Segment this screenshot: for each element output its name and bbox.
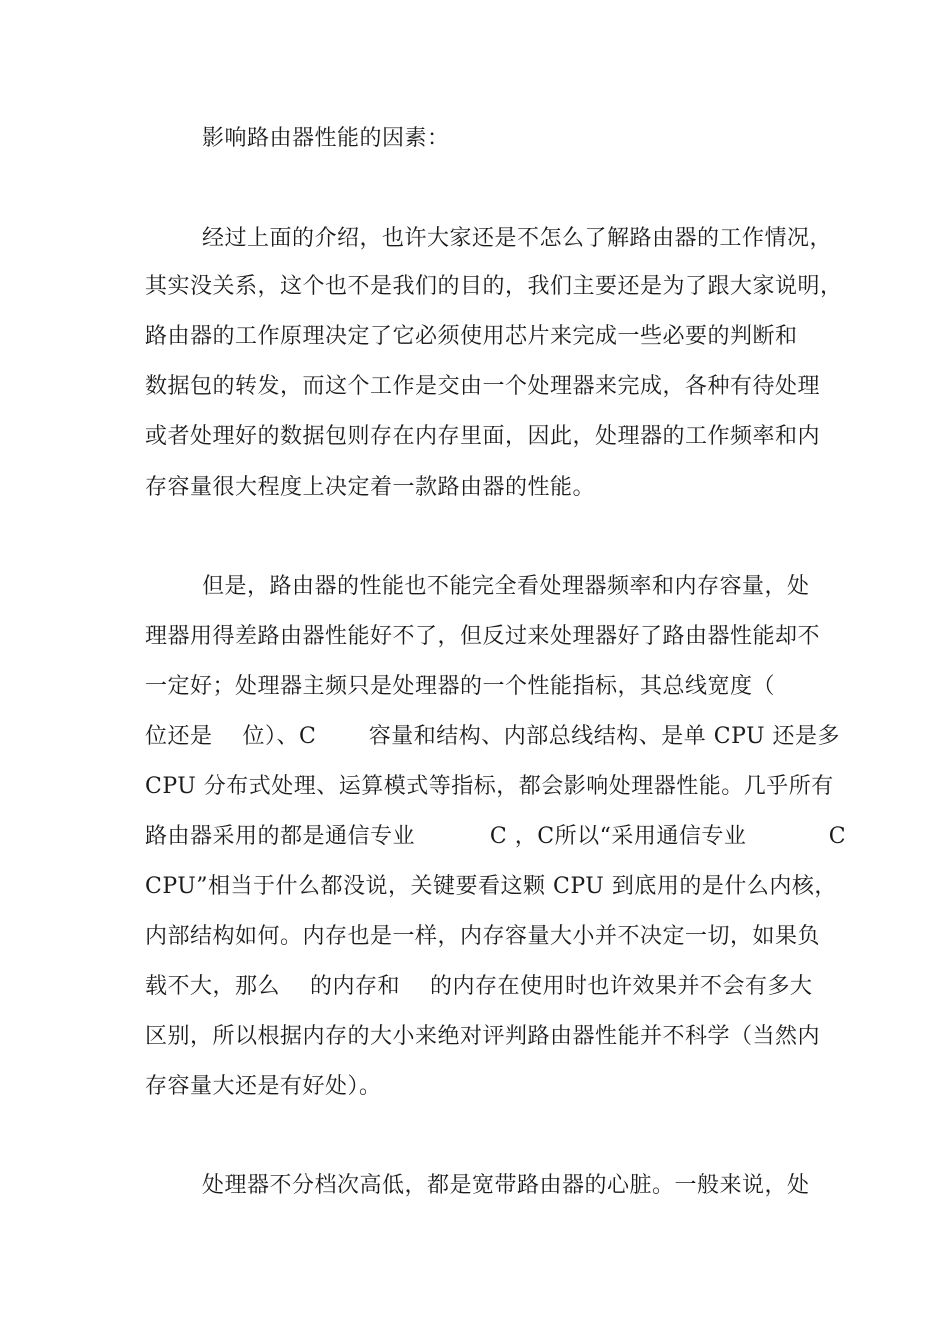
- paragraph-line: 其实没关系，这个也不是我们的目的，我们主要还是为了跟大家说明，: [145, 274, 843, 299]
- paragraph-line: 载不大，那么 的内存和 的内存在使用时也许效果并不会有多大: [145, 974, 813, 999]
- paragraph-line: 内部结构如何。内存也是一样，内存容量大小并不决定一切，如果负: [145, 924, 821, 949]
- paragraph-line: 存容量大还是有好处）。: [145, 1074, 382, 1099]
- paragraph-line: 经过上面的介绍，也许大家还是不怎么了解路由器的工作情况，: [202, 226, 833, 251]
- paragraph-line: 处理器不分档次高低，都是宽带路由器的心脏。一般来说，处: [202, 1173, 810, 1198]
- paragraph-line: 区别，所以根据内存的大小来绝对评判路由器性能并不科学（当然内: [145, 1024, 821, 1049]
- paragraph-line: 路由器采用的都是通信专业 C ，C所以“采用通信专业 C: [145, 824, 847, 849]
- paragraph-line: 一定好；处理器主频只是处理器的一个性能指标，其总线宽度（: [145, 674, 776, 699]
- paragraph-line: 数据包的转发，而这个工作是交由一个处理器来完成，各种有待处理: [145, 374, 821, 399]
- section-heading: 影响路由器性能的因素：: [202, 126, 450, 151]
- paragraph-line: 或者处理好的数据包则存在内存里面，因此，处理器的工作频率和内: [145, 424, 821, 449]
- paragraph-line: 但是，路由器的性能也不能完全看处理器频率和内存容量，处: [202, 574, 810, 599]
- paragraph-line: 理器用得差路由器性能好不了，但反过来处理器好了路由器性能却不: [145, 624, 821, 649]
- paragraph-line: CPU 分布式处理、运算模式等指标，都会影响处理器性能。几乎所有: [145, 774, 834, 799]
- paragraph-line: CPU”相当于什么都没说，关键要看这颗 CPU 到底用的是什么内核，: [145, 874, 837, 899]
- paragraph-line: 位还是 位）、C 容量和结构、内部总线结构、是单 CPU 还是多: [145, 724, 841, 749]
- paragraph-line: 路由器的工作原理决定了它必须使用芯片来完成一些必要的判断和: [145, 324, 798, 349]
- paragraph-line: 存容量很大程度上决定着一款路由器的性能。: [145, 475, 596, 500]
